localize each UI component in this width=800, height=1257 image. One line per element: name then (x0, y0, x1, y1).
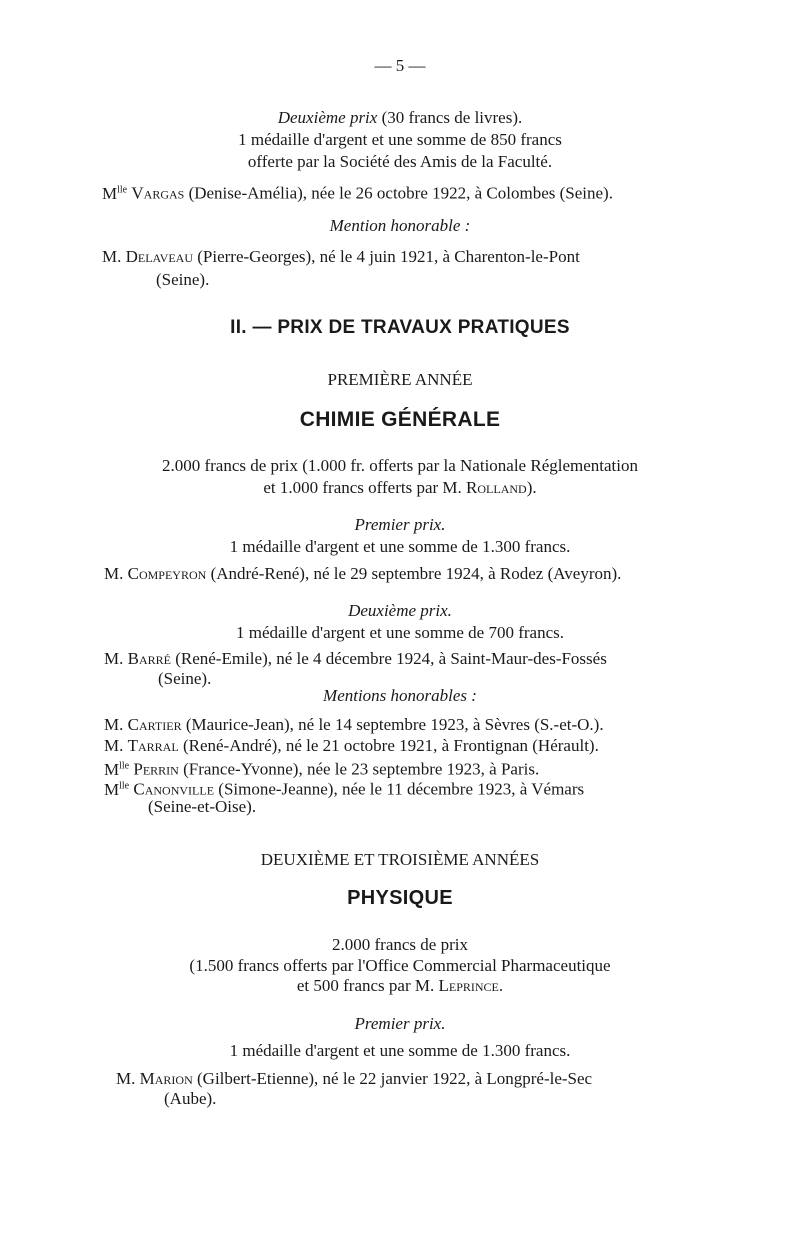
honorific: M. (102, 247, 122, 266)
laureate-details: (France-Yvonne), née le 23 septembre 1923, à Paris. (183, 759, 540, 779)
laureate-entry (104, 649, 607, 669)
mentions-heading: Mentions honorables : (323, 686, 477, 705)
prize-text: et 500 francs par M. (296, 976, 435, 995)
mention-heading: Mention honorable : (329, 216, 471, 235)
laureate-details-cont: (Aube). (164, 1089, 217, 1108)
prize-text: et 1.000 francs offerts par M. (263, 478, 462, 497)
laureate-surname: Marion (139, 1069, 193, 1088)
year-heading: DEUXIÈME ET TROISIÈME ANNÉES (260, 850, 540, 869)
laureate-surname: Compeyron (127, 564, 207, 583)
donor-name: Rolland (466, 478, 527, 497)
honorific: M. (104, 736, 124, 755)
laureate-details: (René-Emile), né le 4 décembre 1924, à Saint-Maur-des-Fossés (175, 649, 607, 668)
prize-text: . (498, 976, 504, 995)
page-number: — 5 — (374, 56, 426, 75)
award-label: Deuxième prix. (348, 601, 452, 620)
laureate-details: (René-André), né le 21 octobre 1921, à Frontignan (Hérault). (182, 736, 599, 755)
prize-line (0, 976, 800, 996)
prize-text: ). (526, 478, 537, 497)
laureate-details: (Simone-Jeanne), née le 11 décembre 1923, à Vémars (218, 779, 585, 799)
award-line: 1 médaille d'argent et une somme de 1.300 francs. (229, 537, 571, 556)
honorific: M. (104, 649, 124, 668)
laureate-surname: Delaveau (125, 247, 194, 266)
prize-line: 2.000 francs de prix (332, 935, 468, 954)
laureate-details-cont: (Seine-et-Oise). (148, 797, 257, 816)
prize-line: 2.000 francs de prix (1.000 fr. offerts par la Nationale Réglementation (161, 456, 638, 475)
laureate-entry (104, 715, 604, 735)
laureate-details-cont: (Seine). (158, 669, 212, 688)
laureate-surname: Canonville (133, 779, 215, 799)
laureate-details: (Pierre-Georges), né le 4 juin 1921, à Charenton-le-Pont (197, 247, 580, 266)
donor-name: Leprince (438, 976, 499, 995)
laureate-surname: Barré (127, 649, 171, 668)
award-line: 1 médaille d'argent et une somme de 700 francs. (235, 623, 564, 642)
prize-line: (1.500 francs offerts par l'Office Commercial Pharmaceutique (189, 956, 611, 975)
section-heading: II. — PRIX DE TRAVAUX PRATIQUES (230, 317, 570, 338)
award-label: Premier prix. (354, 1014, 446, 1033)
laureate-details: (Denise-Amélia), née le 26 octobre 1922, à Colombes (Seine). (188, 183, 613, 203)
award-line: 1 médaille d'argent et une somme de 850 francs (238, 130, 562, 149)
award-line: offerte par la Société des Amis de la Faculté. (247, 152, 553, 171)
laureate-details: (André-René), né le 29 septembre 1924, à Rodez (Aveyron). (210, 564, 622, 583)
award-title (0, 108, 800, 128)
award-note: (30 francs de livres). (381, 108, 523, 127)
honorific: M. (104, 715, 124, 734)
award-line: 1 médaille d'argent et une somme de 1.300 francs. (229, 1041, 571, 1060)
honorific: $M^{lle}$ (102, 183, 128, 203)
award-label: Deuxième prix (277, 108, 378, 127)
honorific: $M^{lle}$ (104, 759, 130, 779)
laureate-surname: Cartier (127, 715, 182, 734)
laureate-entry (116, 1069, 592, 1089)
laureate-details-cont: (Seine). (156, 270, 210, 289)
laureate-details: (Gilbert-Etienne), né le 22 janvier 1922, à Longpré-le-Sec (197, 1069, 593, 1088)
honorific: M. (104, 564, 124, 583)
laureate-details: (Maurice-Jean), né le 14 septembre 1923, à Sèvres (S.-et-O.). (185, 715, 604, 734)
subject-heading: CHIMIE GÉNÉRALE (299, 408, 501, 431)
honorific: M. (116, 1069, 136, 1088)
honorific: $M^{lle}$ (104, 779, 130, 799)
laureate-surname: Perrin (133, 759, 179, 779)
laureate-entry (102, 247, 700, 267)
laureate-surname: Tarral (127, 736, 179, 755)
prize-line (0, 478, 800, 498)
award-label: Premier prix. (354, 515, 446, 534)
laureate-entry (104, 736, 599, 756)
year-heading: PREMIÈRE ANNÉE (327, 370, 473, 389)
laureate-entry (102, 180, 613, 204)
laureate-surname: Vargas (131, 183, 185, 203)
subject-heading: PHYSIQUE (347, 887, 453, 909)
laureate-entry (104, 564, 621, 584)
